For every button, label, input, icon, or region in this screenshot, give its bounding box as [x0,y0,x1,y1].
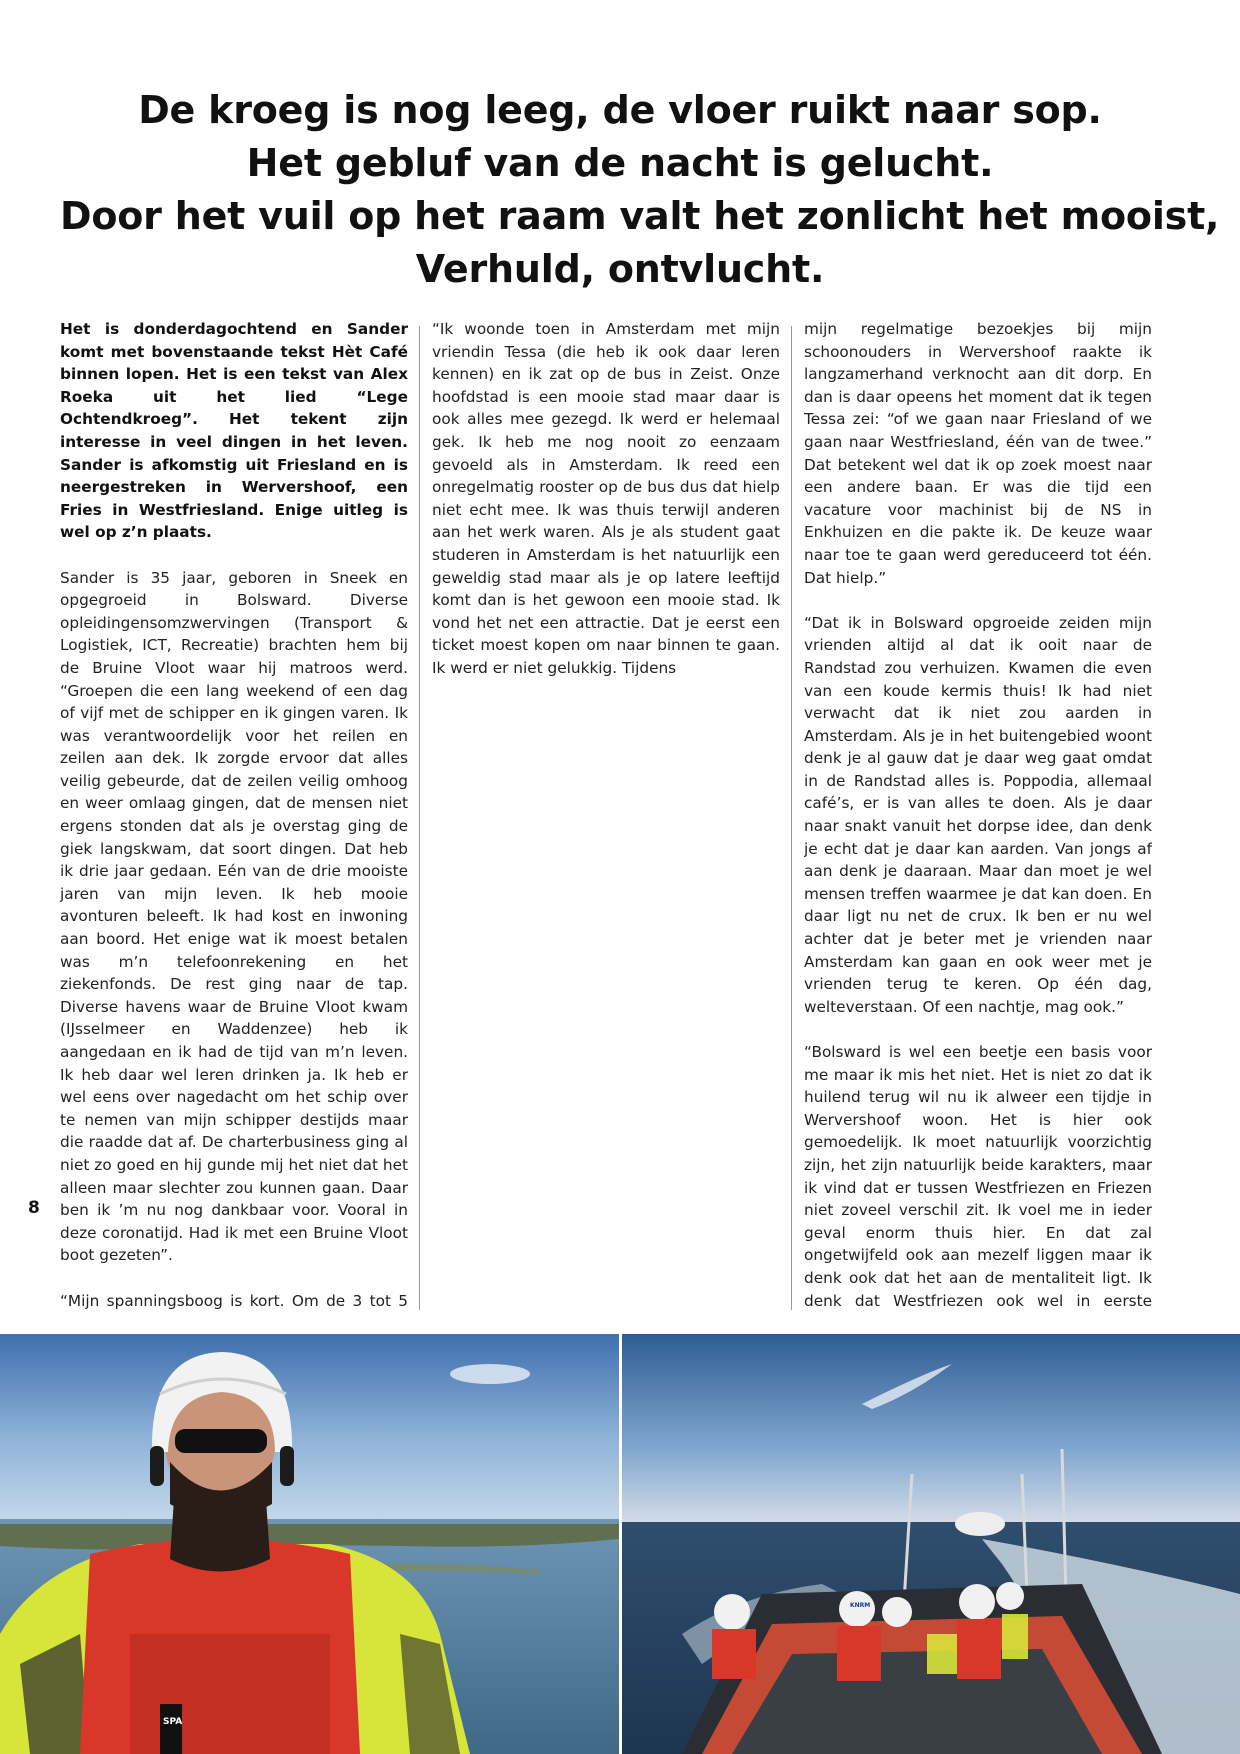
photo-rescue-boat [622,1334,1240,1754]
article-paragraph: “Ik woonde toen in Amsterdam met mijn vriendin Tessa (die heb ik ook daar leren kennen) en ik zat op de bus in Zeist. Onze hoofdstad is een mooie stad maar daar is ook alles mee gezegd. Ik werd er helemaal gek. Ik heb me nog nooit zo eenzaam gevoeld als in Amsterdam. Ik reed een onregelmatig rooster op de bus dus dat hielp niet echt mee. Ik was thuis terwijl anderen aan het werk waren. Als je als student gaat studeren in Amsterdam is het natuurlijk een geweldig stad maar als je op latere leeftijd komt dan is het gewoon een mooie stad. Ik vond het net een attractie. Dat je eerst een ticket moest kopen om naar binnen te gaan. Ik werd er niet gelukkig. Tijdens [432,320,780,677]
article-column-1 [60,318,408,1312]
radio-tag: SPA [163,1717,183,1727]
page-number: 8 [28,1198,40,1218]
column-divider [791,326,792,1310]
article-column-3 [804,318,1152,1312]
headline-line-2: Het gebluf van de nacht is gelucht. [246,141,994,185]
headline-line-1: De kroeg is nog leeg, de vloer ruikt naar sop. [138,88,1102,132]
article-paragraph: mijn regelmatige bezoekjes bij mijn schoonouders in Wervershoof raakte ik langzamerhand verknocht aan dit dorp. En dan is daar opeens het moment dat ik tegen Tessa zei: “of we gaan naar Friesland of we gaan naar Westfriesland, één van de twee.” Dat betekent wel dat ik op zoek moest naar een andere baan. Er was die tijd een vacature voor machinist bij de NS in Enkhuizen en die pakte ik. De keuze waar naar toe te gaan werd gereduceerd tot één. Dat hielp.” [804,320,1152,587]
article-paragraph: “Dat ik in Bolsward opgroeide zeiden mijn vrienden altijd al dat ik ooit naar de Randstad zou verhuizen. Kwamen die even van een koude kermis thuis! Ik had niet verwacht dat ik niet zou aarden in Amsterdam. Als je in het buitengebied woont denk je al gauw dat je daar weg gaat omdat in de Randstad alles is. Poppodia, allemaal café’s, er is van alles te doen. Als je daar naar snakt vanuit het dorpse idee, dan denk je echt dat je daar kan aarden. Van jongs af aan denk je daaraan. Maar dan moet je wel mensen treffen waarmee je dat kan doen. En daar ligt nu net de crux. Ik ben er nu wel achter dat je beter met je vrienden naar Amsterdam kan gaan en ook weer met je vrienden terug te keren. Op één dag, welteverstaan. Of een nachtje, mag ook.” [804,613,1152,1016]
article-paragraph: Sander is 35 jaar, geboren in Sneek en opgegroeid in Bolsward. Diverse opleidingensomzwervingen (Transport & Logistiek, ICT, Recreatie) brachten hem bij de Bruine Vloot waar hij matroos werd. “Groepen die een lang weekend of een dag of vijf met de schipper en ik gingen varen. Ik was verantwoordelijk voor het reilen en zeilen aan dek. Ik zorgde ervoor dat alles veilig gebeurde, dat de zeilen veilig omhoog en weer omlaag gingen, dat de mensen niet ergens stonden dat als je overstag ging de giek langskwam, dat soort dingen. Dat heb ik drie jaar gedaan. Eén van de drie mooiste jaren van mijn leven. Ik heb mooie avonturen beleeft. Ik had kost en inwoning aan boord. Het enige wat ik moest betalen was m’n telefoonrekening en het ziekenfonds. De rest ging naar de tap. Diverse havens waar de Bruine Vloot kwam (IJsselmeer en Waddenzee) heb ik aangedaan en ik had de tijd van m’n leven. Ik heb daar wel leren drinken ja. Ik heb er wel eens over nagedacht om het schip over te nemen van mijn schipper destijds maar die raadde dat af. De charterbusiness ging al niet zo goed en hij gunde mij het niet dat het alleen maar slechter zou kunnen gaan. Daar ben ik ’m nu nog dankbaar voor. Vooral in deze coronatijd. Had ik met een Bruine Vloot boot gezeten”. [60,568,408,1265]
photo-crew-member [0,1334,619,1754]
article-intro: Het is donderdagochtend en Sander komt met bovenstaande tekst Hèt Café binnen lopen. Het is een tekst van Alex Roeka uit het lied “Lege Ochtendkroeg”. Het tekent zijn interesse in veel dingen in het leven. Sander is afkomstig uit Friesland en is neergestreken in Wervershoof, een Fries in Westfriesland. Enige uitleg is wel op z’n plaats. [60,320,408,542]
article-paragraph: “Mijn spanningsboog is kort. Om de 3 tot 5 [60,1291,408,1310]
helmet-label: KNRM [850,1602,871,1609]
column-divider [419,326,420,1310]
headline [60,84,1220,296]
article-paragraph: “Bolsward is wel een beetje een basis voor me maar ik mis het niet. Het is niet zo dat ik huilend terug wil nu ik alweer een tijdje in Wervershoof woon. Het is hier ook gemoedelijk. Ik moet natuurlijk voorzichtig zijn, het zijn natuurlijk beide karakters, maar ik vind dat er tussen Westfriezen en Friezen niet zoveel verschil zit. Ik voel me in ieder geval enorm thuis hier. En dat zal ongetwijfeld ook aan mezelf liggen maar ik denk ook dat het aan de mentaliteit ligt. Ik denk dat Westfriezen ook wel in eerste [804,1043,1152,1310]
headline-line-3: Door het vuil op het raam valt het zonlicht het mooist, [60,194,1220,238]
headline-line-4: Verhuld, ontvlucht. [415,247,825,291]
article-column-2 [432,318,780,1312]
